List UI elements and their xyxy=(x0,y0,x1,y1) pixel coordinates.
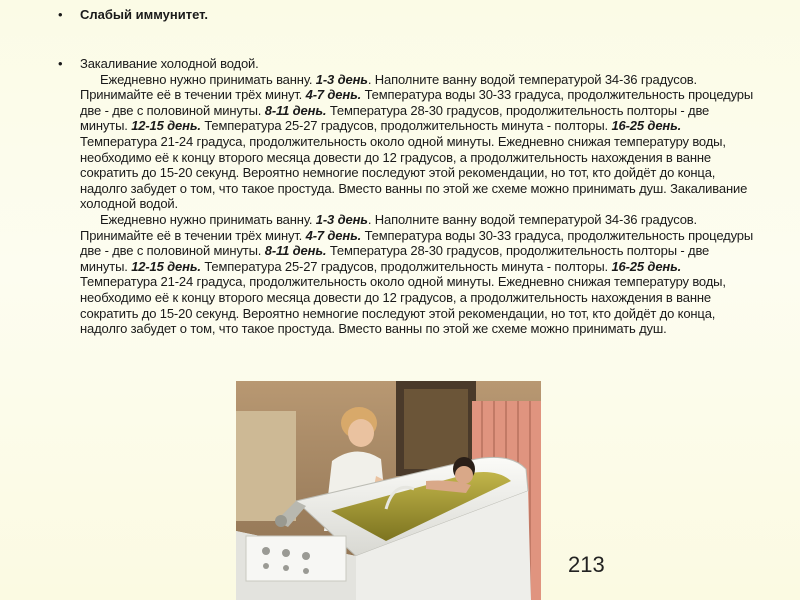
section-title: Закаливание холодной водой. xyxy=(80,56,259,71)
body-text xyxy=(80,56,760,337)
day-range-label: 12-15 день. xyxy=(131,118,201,134)
day-range-label: 16-25 день. xyxy=(611,258,682,274)
day-range-label: 8-11 день. xyxy=(264,102,327,118)
day-range-label: 1-3 день xyxy=(315,71,368,87)
paragraph-fragment: Температура 21-24 градуса, продолжительность около одной минуты. Ежедневно снижая температуру воды, необходимо её к концу второго месяца довести до 12 градусов, а продолжительность нахождения в ванне сократить до 15-20 секунд. Вероятно немногие последуют этой рекомендации, но тот, кто дойдёт до конца, надолго забудет о том, что такое простуда. Вместо ванны по этой же схеме можно принимать душ. xyxy=(80,274,726,337)
day-range-label: 4-7 день. xyxy=(305,227,362,243)
paragraph-fragment: . Наполните ванну водой температурой 34-36 градусов. Принимайте её в течении трёх минут. xyxy=(80,211,698,243)
day-range-label: 4-7 день. xyxy=(305,87,362,103)
paragraph-fragment: Ежедневно нужно принимать ванну. xyxy=(100,211,316,227)
bath-procedure-photo xyxy=(236,381,541,600)
paragraph-fragment: Температура воды 30-33 градуса, продолжительность процедуры две - две с половиной минуты. xyxy=(80,87,754,118)
photo-illustration xyxy=(236,381,541,600)
paragraph-2-text xyxy=(80,212,753,336)
paragraph-fragment: Температура 25-27 градусов, продолжительность минута - полторы. xyxy=(200,258,612,274)
day-range-label: 8-11 день. xyxy=(264,243,327,259)
day-range-label: 1-3 день xyxy=(315,211,368,227)
paragraph-fragment: Температура 28-30 градусов, продолжительность полторы - две минуты. xyxy=(80,243,710,274)
paragraph-fragment: Температура 28-30 градусов, продолжительность полторы - две минуты. xyxy=(80,102,710,134)
bullet-icon: • xyxy=(58,56,63,71)
slide-heading: Слабый иммунитет. xyxy=(80,7,209,22)
day-range-label: 16-25 день. xyxy=(611,118,682,134)
paragraph-fragment: Температура воды 30-33 градуса, продолжительность процедуры две - две с половиной минуты. xyxy=(80,227,754,259)
paragraph xyxy=(80,72,760,212)
day-range-label: 12-15 день. xyxy=(131,258,201,274)
paragraph-fragment: Температура 25-27 градусов, продолжительность минута - полторы. xyxy=(200,118,612,134)
paragraph-fragment: Температура 21-24 градуса, продолжительность около одной минуты. Ежедневно снижая температуру воды, необходимо её к концу второго месяца довести до 12 градусов, а продолжительность нахождения в ванне сократить до 15-20 секунд. Вероятно немногие последуют этой рекомендации, но тот, кто дойдёт до конца, надолго забудет о том, что такое простуда. Вместо ванны по этой же схеме можно принимать душ. Закаливание холодной водой. xyxy=(80,133,748,212)
paragraph xyxy=(80,212,760,337)
paragraph-1-text xyxy=(80,72,753,212)
paragraph-fragment: Ежедневно нужно принимать ванну. xyxy=(100,71,316,87)
page-number: 213 xyxy=(568,552,605,577)
paragraph-fragment: . Наполните ванну водой температурой 34-36 градусов. Принимайте её в течении трёх минут. xyxy=(80,71,698,103)
bullet-icon: • xyxy=(58,7,63,22)
